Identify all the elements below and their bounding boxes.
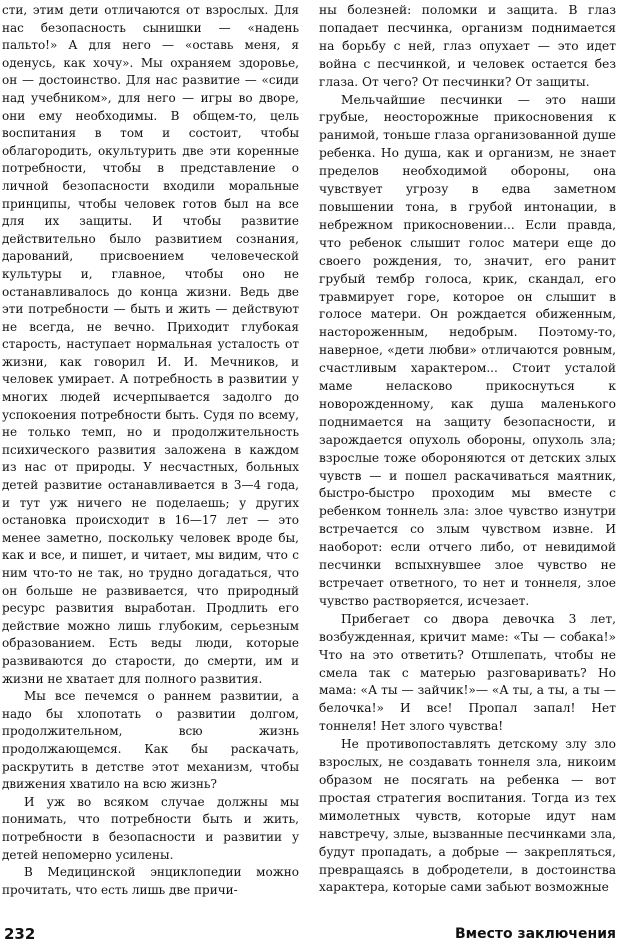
running-title: Вместо заключения — [454, 926, 616, 942]
paragraph: В Медицинской энциклопедии можно прочитать, что есть лишь две причи- — [2, 865, 299, 897]
paragraph: И уж во всяком случае должны мы понимать, что потребности быть и жить, потребности в безопасности и развитии у детей непомерно усилены. — [2, 794, 299, 862]
paragraph: сти, этим дети отличаются от взрослых. Для нас безопасность сынишки — «надень пальто!» А для него — «оставь меня, я оденусь, как хочу». Мы охраняем здоровье, он — достоинство. Для нас развитие — «сиди над учебником», для него — игры во дворе, они ему необходимы. В общем-то, цель воспитания в том и состоит, чтобы облагородить, окультурить две эти коренные потребности, чтобы в представление о личной безопасности входили моральные принципы, чтобы человек готов был на все для их защиты. И чтобы развитие действительно было развитием сознания, дарований, присвоением человеческой культуры и, главное, чтобы оно не останавливалось до конца жизни. Ведь две эти потребности — быть и жить — действуют не всегда, не вечно. Приходит глубокая старость, наступает нормальная усталость от жизни, как говорил И. И. Мечников, и человек умирает. А потребность в развитии у многих людей исчерпывается задолго до успокоения потребности быть. Судя по всему, не только темп, но и продолжительность психического развития заложена в каждом из нас от природы. У несчастных, больных детей развитие останавливается в 3—4 года, и тут уж ничего не поделаешь; у других остановка происходит в 16—17 лет — это менее заметно, поскольку человек вроде бы, как и все, и пишет, и читает, мы видим, что с ним что-то не так, но трудно догадаться, что он больше не развивается, что природный ресурс развития выработан. Продлить его действие можно лишь глубоким, серьезным образованием. Есть веды люди, которые развиваются до старости, до смерти, им и жизни не хватает для полного развития. — [2, 3, 299, 686]
paragraph: Мы все печемся о раннем развитии, а надо бы хлопотать о развитии долгом, продолжительном, всю жизнь продолжающемся. Как бы раскачать, раскрутить в детстве этот механизм, чтобы движения хватило на всю жизнь? — [2, 689, 299, 792]
paragraph: Прибегает со двора девочка 3 лет, возбужденная, кричит маме: «Ты — собака!» Что на это ответить? Отшлепать, чтобы не смела так с матерью разговаривать? Но мама: «А ты — зайчик!»— «А ты, а ты, а ты — белочка!» И все! Пропал запал! Нет тоннеля! Нет злого чувства! — [319, 611, 616, 734]
page-number: 232 — [4, 925, 36, 943]
right-text-column — [319, 2, 616, 897]
paragraph: ны болезней: поломки и защита. В глаз попадает песчинка, организм поднимается на борьбу с ней, глаз опухает — это идет война с песчинкой, и человек остается без глаза. От чего? От песчинки? От защиты. — [319, 3, 616, 89]
paragraph: Мельчайшие песчинки — это наши грубые, неосторожные прикосновения к ранимой, тоньше глаза организованной душе ребенка. Но душа, как и организм, не знает пределов необходимой обороны, она чувствует угрозу в едва заметном повышении тона, в грубой интонации, в небрежном прикосновении... Если правда, что ребенок слышит голос матери еще до своего рождения, то, значит, его ранит грубый тембр голоса, крик, скандал, его травмирует горе, которое он слышит в голосе матери. Он рождается обиженным, настороженным, недобрым. Поэтому-то, наверное, «дети любви» отличаются ровным, счастливым характером... Стоит усталой маме неласково прикоснуться к новорожденному, как душа маленького поднимается на защиту безопасности, и зарождается опухоль обороны, опухоль зла; взрослые тоже обороняются от детских злых чувств — и пошел раскачиваться маятник, быстро-быстро проходим мы вместе с ребенком тоннель зла: злое чувство изнутри встречается со злым чувством извне. И наоборот: если отчего либо, от невидимой песчинки вспыхнувшее злое чувство не встречает ответного, то нет и тоннеля, злое чувство растворяется, исчезает. — [319, 92, 616, 608]
paragraph: Не противопоставлять детскому злу зло взрослых, не создавать тоннеля зла, никоим образом не посягать на ребенка — вот простая стратегия воспитания. Тогда из тех мимолетных чувств, которые идут нам навстречу, злые, вызванные песчинками зла, будут пропадать, а добрые — закрепляться, превращаясь в добродетели, в достоинства характера, которые сами забьют возможные — [319, 737, 616, 895]
left-text-column — [2, 2, 299, 899]
